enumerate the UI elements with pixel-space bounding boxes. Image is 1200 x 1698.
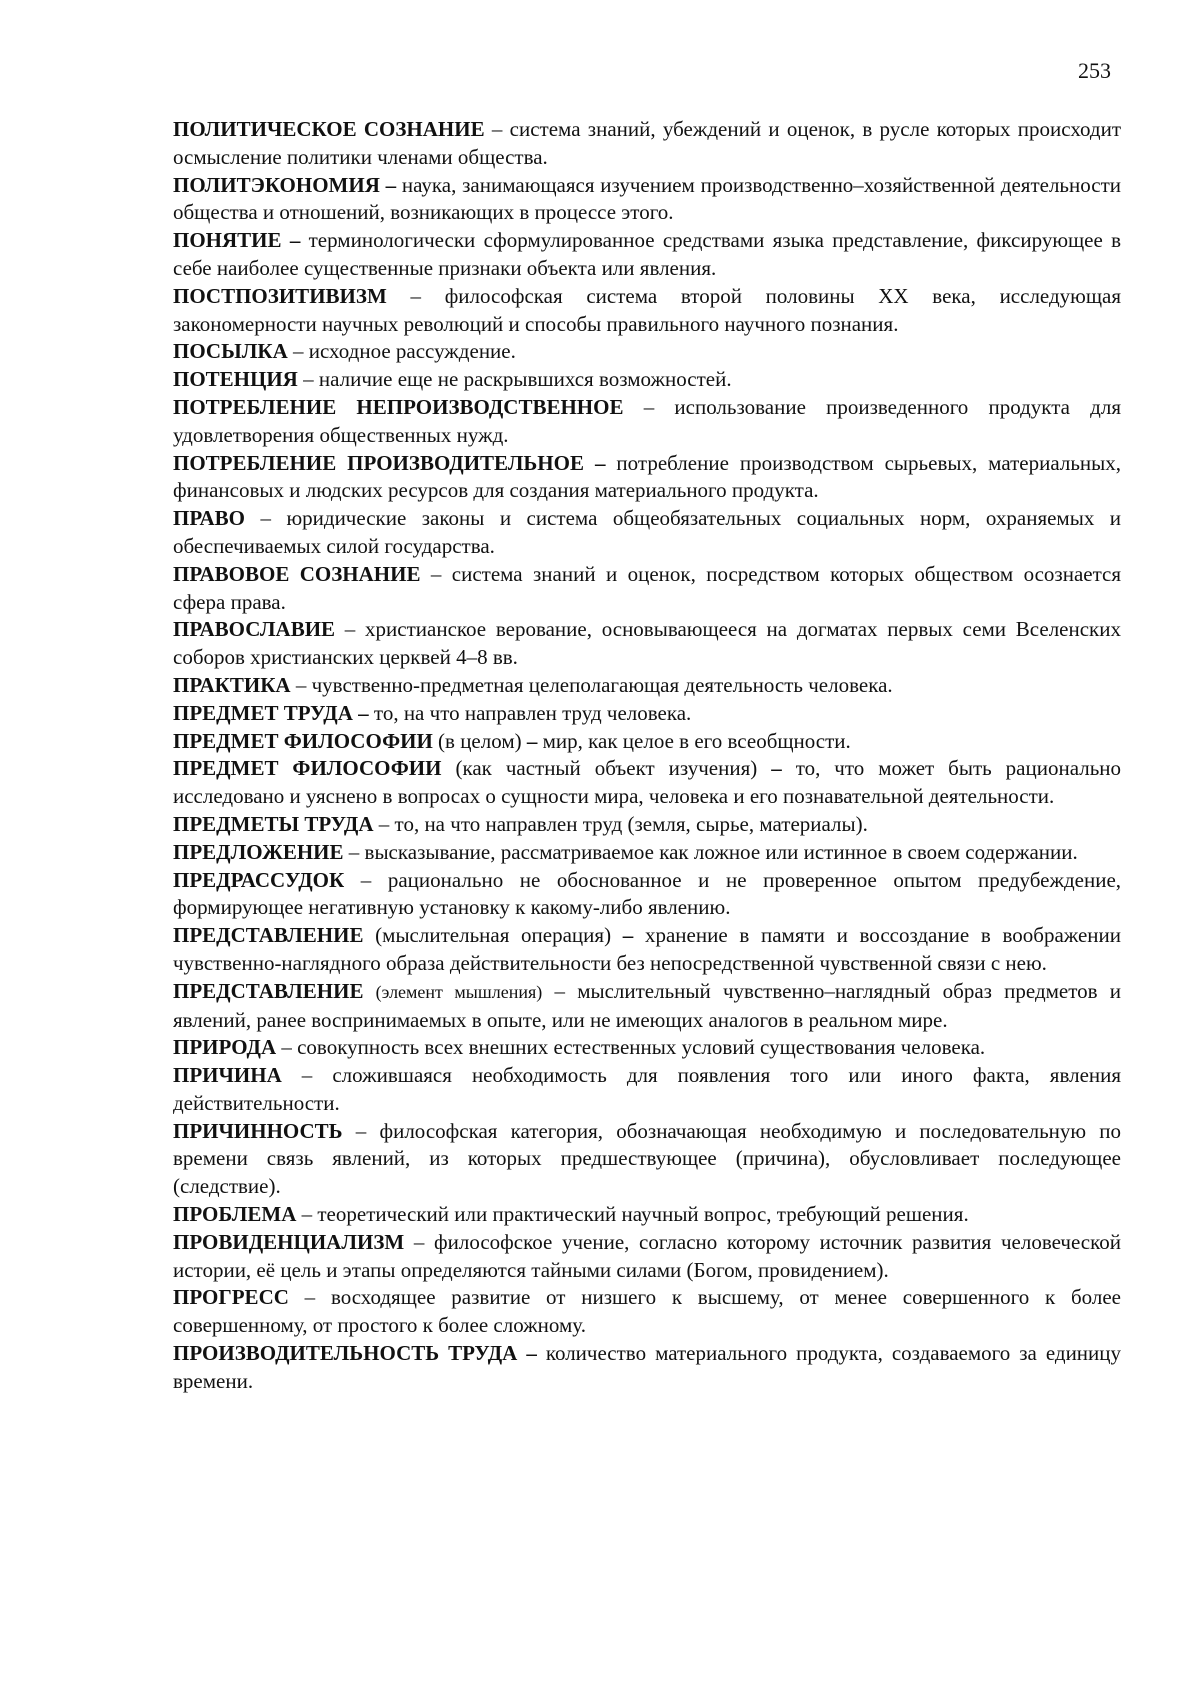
entry-dash: – — [554, 978, 565, 1003]
glossary-entry — [173, 1340, 1121, 1396]
page-number: 253 — [1078, 58, 1111, 83]
entry-qualifier: (в целом) — [438, 728, 522, 753]
entry-term: ПОТРЕБЛЕНИЕ НЕПРОИЗВОДСТВЕННОЕ — [173, 394, 624, 419]
entry-definition: исходное рассуждение. — [308, 339, 516, 364]
entry-dash: – — [378, 811, 390, 836]
entry-qualifier: (как частный объект изучения) — [455, 756, 758, 781]
glossary-entry — [173, 700, 1121, 728]
entry-term: ПРЕДМЕТ ФИЛОСОФИИ — [173, 756, 442, 781]
entry-definition: теоретический или практический научный вопрос, требующий решения. — [317, 1202, 969, 1227]
entry-definition: количество материального продукта, создаваемого за единицу времени. — [173, 1341, 1122, 1393]
glossary-entry — [173, 1229, 1121, 1285]
entry-dash: – — [304, 1285, 316, 1310]
glossary-entry — [173, 839, 1121, 867]
entry-term: ПОЛИТЭКОНОМИЯ — [173, 172, 380, 197]
entry-term: ПРЕДМЕТЫ ТРУДА — [173, 811, 374, 836]
entry-definition: христианское верование, основывающееся на догматах первых семи Вселенских соборов христианских церквей 4–8 вв. — [173, 617, 1122, 670]
entry-dash: – — [344, 617, 356, 642]
glossary-entry — [173, 978, 1121, 1035]
entry-term: ПРАВО — [173, 506, 245, 531]
entry-dash: – — [360, 867, 372, 892]
entry-definition: хранение в памяти и воссоздание в воображении чувственно-наглядного образа действительности без непосредственной чувственной связи с нею. — [173, 923, 1122, 975]
entry-term: ПОНЯТИЕ — [173, 228, 282, 253]
entry-dash: – — [260, 506, 271, 531]
entry-dash: – — [771, 756, 782, 781]
glossary-entry — [173, 1034, 1121, 1062]
entry-dash: – — [289, 228, 301, 253]
entry-definition: совокупность всех внешних естественных условий существования человека. — [297, 1035, 986, 1060]
entry-term: ПРАВОВОЕ СОЗНАНИЕ — [173, 561, 421, 586]
glossary-entry — [173, 867, 1121, 923]
entry-definition: высказывание, рассматриваемое как ложное или истинное в своем содержании. — [364, 839, 1078, 864]
entry-dash: – — [293, 339, 304, 364]
entry-definition: философская система второй половины XX века, исследующая закономерности научных революций и способы правильного научного познания. — [173, 283, 1121, 336]
entry-dash: – — [643, 394, 655, 419]
entry-term: ПРАКТИКА — [173, 672, 291, 697]
entry-term: ПОЛИТИЧЕСКОЕ СОЗНАНИЕ — [173, 117, 485, 141]
glossary-entry — [173, 450, 1121, 506]
glossary-entry — [173, 811, 1121, 839]
entry-dash: – — [301, 1202, 313, 1227]
entry-dash: – — [295, 672, 307, 697]
entry-definition: философская категория, обозначающая необходимую и последовательную по времени связь явлений, из которых предшествующее (причина), обусловливает последующее (следствие). — [173, 1118, 1122, 1199]
entry-dash: – — [385, 172, 397, 197]
entry-qualifier: (мыслительная операция) — [375, 923, 612, 948]
glossary-entry — [173, 1118, 1121, 1201]
glossary-entry — [173, 1201, 1121, 1229]
glossary-entry — [173, 366, 1121, 394]
entry-term: ПРЕДРАССУДОК — [173, 867, 345, 892]
entry-definition: сложившаяся необходимость для появления того или иного факта, явления действительности. — [173, 1063, 1122, 1115]
entry-term: ПРОГРЕСС — [173, 1285, 289, 1310]
entry-term: ПРЕДМЕТ ФИЛОСОФИИ — [173, 728, 433, 753]
entry-term: ПРЕДМЕТ ТРУДА — [173, 700, 353, 725]
entry-definition: чувственно-предметная целеполагающая деятельность человека. — [311, 672, 893, 697]
glossary-entry — [173, 338, 1121, 366]
glossary-entry — [173, 616, 1121, 672]
entry-term: ПОСТПОЗИТИВИЗМ — [173, 283, 387, 308]
entry-term: ПОТЕНЦИЯ — [173, 367, 298, 392]
entry-term: ПРИРОДА — [173, 1035, 277, 1060]
entry-dash: – — [410, 283, 421, 308]
entry-dash: – — [358, 700, 369, 725]
glossary-entry — [173, 394, 1121, 450]
glossary-entry — [173, 561, 1121, 617]
glossary-entry — [173, 755, 1121, 811]
entry-dash: – — [348, 839, 360, 864]
entry-dash: – — [413, 1229, 425, 1254]
entry-definition: потребление производством сырьевых, материальных, финансовых и людских ресурсов для создания материального продукта. — [173, 450, 1121, 503]
entry-definition: юридические законы и система общеобязательных социальных норм, охраняемых и обеспечиваемых силой государства. — [173, 506, 1122, 558]
glossary-entry — [173, 1062, 1121, 1118]
entry-dash: – — [526, 728, 538, 753]
entry-term: ПРЕДСТАВЛЕНИЕ — [173, 978, 364, 1003]
entry-definition: философское учение, согласно которому источник развития человеческой истории, её цель и этапы определяются тайными силами (Богом, провидением). — [173, 1229, 1122, 1282]
entry-definition: наука, занимающаяся изучением производственно–хозяйственной деятельности общества и отношений, возникающих в процессе этого. — [173, 172, 1121, 225]
entry-dash: – — [594, 450, 606, 475]
entry-definition: то, на что направлен труд человека. — [373, 700, 692, 725]
entry-dash: – — [301, 1063, 313, 1088]
entry-term: ПРОИЗВОДИТЕЛЬНОСТЬ ТРУДА — [173, 1341, 518, 1366]
entry-definition: то, на что направлен труд (земля, сырье, материалы). — [394, 811, 868, 836]
glossary-entry — [173, 728, 1121, 756]
glossary-entry — [173, 172, 1121, 228]
glossary-entry — [173, 116, 1121, 172]
glossary-entry — [173, 1284, 1121, 1340]
entry-dash: – — [430, 561, 442, 586]
entry-term: ПОТРЕБЛЕНИЕ ПРОИЗВОДИТЕЛЬНОЕ — [173, 450, 584, 475]
glossary-entry — [173, 283, 1121, 339]
entry-definition: восходящее развитие от низшего к высшему, от менее совершенного к более совершенному, от простого к более сложному. — [173, 1285, 1121, 1338]
glossary-entry — [173, 505, 1121, 561]
entry-term: ПРОВИДЕНЦИАЛИЗМ — [173, 1229, 405, 1254]
entry-dash: – — [526, 1341, 537, 1366]
entry-dash: – — [303, 367, 314, 392]
entry-term: ПРАВОСЛАВИЕ — [173, 617, 336, 642]
entry-definition: система знаний, убеждений и оценок, в русле которых происходит осмысление политики членами общества. — [173, 117, 1122, 169]
entry-term: ПРИЧИНА — [173, 1063, 282, 1088]
entry-definition: терминологически сформулированное средствами языка представление, фиксирующее в себе наиболее существенные признаки объекта или явления. — [173, 228, 1122, 280]
entry-definition: то, что может быть рационально исследовано и уяснено в вопросах о сущности мира, человека и его познавательной деятельности. — [173, 756, 1122, 809]
entry-term: ПРИЧИННОСТЬ — [173, 1118, 343, 1143]
entry-dash: – — [491, 117, 503, 141]
glossary-entry — [173, 227, 1121, 283]
entry-term: ПРОБЛЕМА — [173, 1202, 297, 1227]
entry-definition: наличие еще не раскрывшихся возможностей. — [318, 367, 732, 392]
entry-term: ПРЕДСТАВЛЕНИЕ — [173, 923, 364, 948]
entry-definition: рационально не обоснованное и не проверенное опытом предубеждение, формирующее негативную установку к какому-либо явлению. — [173, 867, 1122, 920]
entry-definition: система знаний и оценок, посредством которых обществом осознается сфера права. — [173, 561, 1122, 614]
entry-definition: мир, как целое в его всеобщности. — [542, 728, 851, 753]
entry-qualifier: (элемент мышления) — [375, 981, 543, 1002]
entry-term: ПОСЫЛКА — [173, 339, 288, 364]
glossary-entry — [173, 672, 1121, 700]
glossary-entry — [173, 922, 1121, 978]
entry-definition: использование произведенного продукта для удовлетворения общественных нужд. — [173, 394, 1122, 447]
entry-dash: – — [355, 1118, 367, 1143]
entry-term: ПРЕДЛОЖЕНИЕ — [173, 839, 344, 864]
glossary-entries — [173, 116, 1121, 1396]
entry-dash: – — [622, 923, 634, 948]
entry-dash: – — [281, 1035, 292, 1060]
entry-definition: мыслительный чувственно–наглядный образ предметов и явлений, ранее воспринимаемых в опыте, или не имеющих аналогов в реальном мире. — [173, 978, 1122, 1032]
